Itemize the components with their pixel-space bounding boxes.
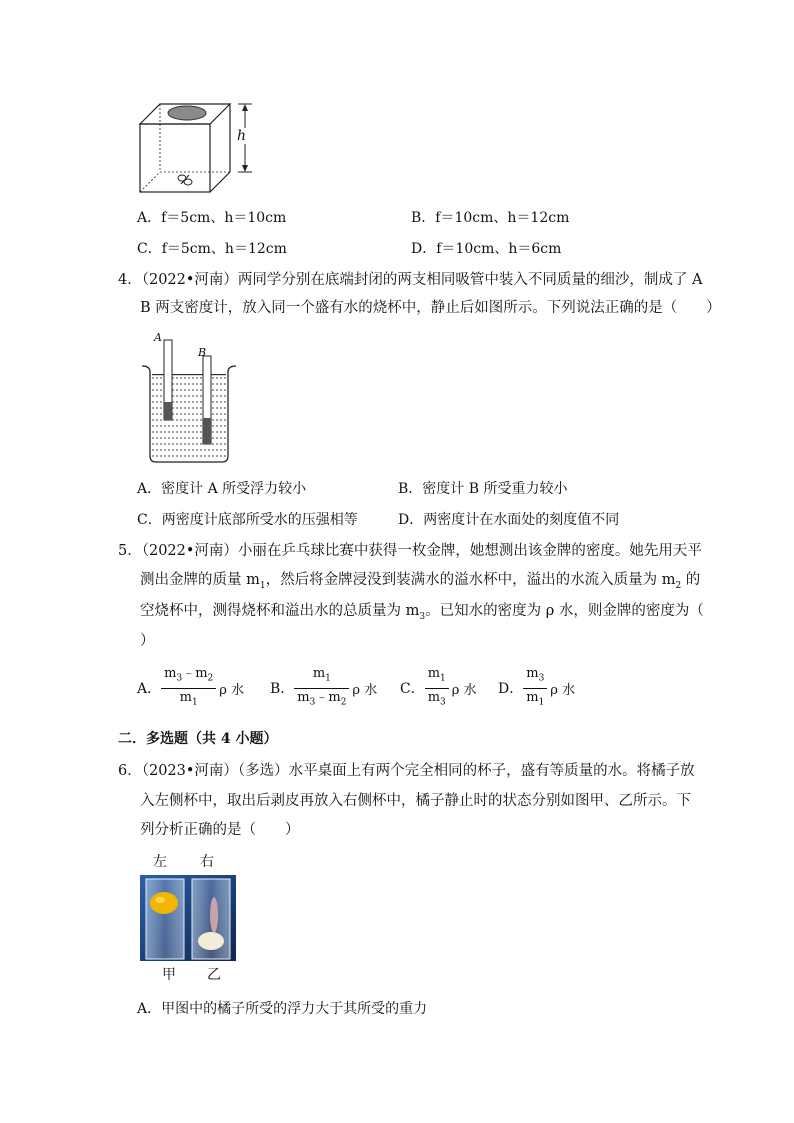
photo-label-right: 右 <box>200 854 214 870</box>
q3-option-d[interactable]: D．f＝10cm、h＝6cm <box>411 241 562 257</box>
q5-option-a[interactable]: A． $\frac{m_3﹣m_2}{m_1}$ ρ 水 <box>137 665 244 711</box>
photo-label-yi: 乙 <box>207 967 221 983</box>
densimeter-a <box>164 340 172 420</box>
lens-hole <box>168 106 206 120</box>
fraction <box>425 665 449 711</box>
beaker-figure <box>138 330 240 468</box>
q5-stem-line1: 5．（2022•河南）小丽在乒乓球比赛中获得一枚金牌，她想测出该金牌的密度。她先用天平 <box>118 543 702 559</box>
photo-label-left: 左 <box>153 854 167 870</box>
fraction <box>294 665 349 711</box>
box-figure <box>136 98 256 198</box>
q4-stem-line2: B 两支密度计，放入同一个盛有水的烧杯中，静止后如图所示。下列说法正确的是（ ） <box>140 300 721 316</box>
photo-label-jia: 甲 <box>162 967 176 983</box>
q6-stem-line2: 入左侧杯中，取出后剥皮再放入右侧杯中，橘子静止时的状态分别如图甲、乙所示。下 <box>140 793 691 809</box>
q5-option-c[interactable]: C． $\frac{m_1}{m_3}$ ρ 水 <box>400 665 477 711</box>
orange-cups-photo <box>140 875 236 961</box>
denominator: $m_1$ <box>179 689 198 708</box>
q3-option-a[interactable]: A．f＝5cm、h＝10cm <box>137 210 287 226</box>
q4-option-a[interactable]: A．密度计 A 所受浮力较小 <box>137 481 307 497</box>
densimeter-a-label: A <box>154 331 162 344</box>
denominator: $m_3﹣m_2$ <box>297 689 347 708</box>
q3-option-c[interactable]: C．f＝5cm、h＝12cm <box>137 241 287 257</box>
numerator: $m_1$ <box>425 665 449 689</box>
fraction <box>523 665 547 711</box>
fraction <box>161 665 216 711</box>
section-heading: 二．多选题（共 4 小题） <box>118 731 278 747</box>
q4-option-c[interactable]: C．两密度计底部所受水的压强相等 <box>137 512 358 528</box>
q6-option-a[interactable]: A．甲图中的橘子所受的浮力大于其所受的重力 <box>137 1001 428 1017</box>
whole-orange <box>150 892 178 914</box>
denominator: $m_1$ <box>526 689 545 708</box>
q6-stem-line3: 列分析正确的是（ ） <box>140 822 300 838</box>
water-dots <box>152 374 226 375</box>
left-cup <box>146 879 184 959</box>
peeled-orange <box>198 932 224 950</box>
q5-stem-line3: 空烧杯中，测得烧杯和溢出水的总质量为 $m_3$。已知水的密度为 ρ 水，则金牌的密度为（ <box>140 603 704 622</box>
q3-option-b[interactable]: B．f＝10cm、h＝12cm <box>411 210 570 226</box>
q4-option-b[interactable]: B．密度计 B 所受重力较小 <box>398 481 568 497</box>
right-cup <box>192 879 230 959</box>
q4-option-d[interactable]: D．两密度计在水面处的刻度值不同 <box>398 512 620 528</box>
q4-stem-line1: 4．（2022•河南）两同学分别在底端封闭的两支相同吸管中装入不同质量的细沙，制成了 A <box>118 272 703 288</box>
densimeter-b <box>203 356 211 444</box>
height-label: h <box>237 128 247 144</box>
box-front-face <box>140 124 210 192</box>
q6-stem-line1: 6．（2023•河南）（多选）水平桌面上有两个完全相同的杯子，盛有等质量的水。将橘子放 <box>118 763 695 779</box>
numerator: $m_3$ <box>523 665 547 689</box>
numerator: $m_1$ <box>294 665 349 689</box>
denominator: $m_3$ <box>427 689 446 708</box>
q5-option-b[interactable]: B． $\frac{m_1}{m_3﹣m_2}$ ρ 水 <box>270 665 377 711</box>
densimeter-b-label: B <box>198 346 207 359</box>
butterfly-icon <box>178 175 192 185</box>
numerator: $m_3﹣m_2$ <box>161 665 216 689</box>
q5-stem-line2: 测出金牌的质量 $m_1$，然后将金牌浸没到装满水的溢水杯中，溢出的水流入质量为 $m_2$ 的 <box>140 572 701 591</box>
q5-option-d[interactable]: D． $\frac{m_3}{m_1}$ ρ 水 <box>498 665 575 711</box>
q5-stem-line4: ） <box>140 633 155 649</box>
